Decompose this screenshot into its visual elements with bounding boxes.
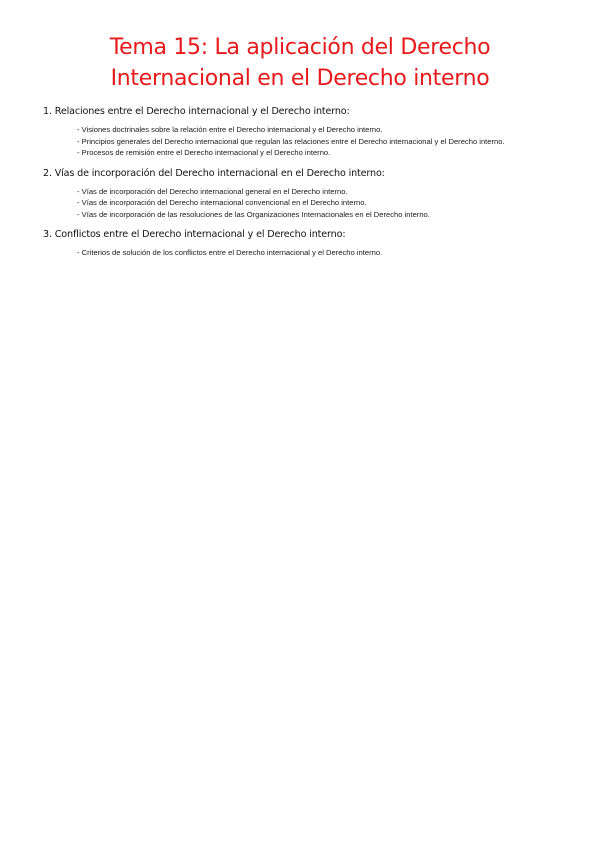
page-title-line-2: Internacional en el Derecho interno <box>110 66 490 91</box>
section-heading: 2. Vías de incorporación del Derecho internacional en el Derecho interno: <box>43 167 385 179</box>
list-item: - Visiones doctrinales sobre la relación entre el Derecho internacional y el Derecho interno. <box>77 125 383 134</box>
list-item: - Vías de incorporación del Derecho internacional general en el Derecho interno. <box>77 186 348 196</box>
section-heading: 1. Relaciones entre el Derecho internacional y el Derecho interno: <box>43 106 350 117</box>
section-relaciones <box>43 105 543 159</box>
section-conflictos <box>43 228 543 258</box>
section-vias-incorporacion <box>43 167 543 221</box>
list-item: - Principios generales del Derecho internacional que regulan las relaciones entre el Derecho internacional y el Derecho interno. <box>77 136 505 146</box>
section-item-list <box>43 186 543 221</box>
section-item-list <box>43 124 543 159</box>
list-item: - Vías de incorporación del Derecho internacional convencional en el Derecho interno. <box>77 198 367 208</box>
list-item: - Procesos de remisión entre el Derecho internacional y el Derecho interno. <box>77 148 331 158</box>
page-title-line-1: Tema 15: La aplicación del Derecho <box>109 35 491 60</box>
section-heading: 3. Conflictos entre el Derecho internacional y el Derecho interno: <box>43 229 346 241</box>
page-title <box>20 32 580 94</box>
list-item: - Vías de incorporación de las resoluciones de las Organizaciones Internacionales en el Derecho interno. <box>77 210 430 220</box>
topic-sections <box>43 105 543 266</box>
list-item: - Criterios de solución de los conflictos entre el Derecho internacional y el Derecho interno. <box>77 248 383 258</box>
section-item-list <box>43 247 543 258</box>
